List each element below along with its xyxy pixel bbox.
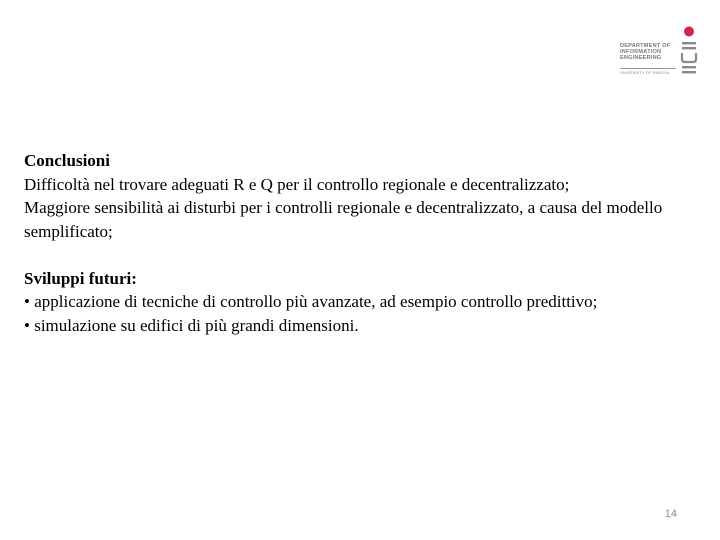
logo-mark-icon — [678, 26, 700, 78]
logo-divider — [620, 68, 676, 69]
logo-wordmark — [620, 44, 676, 61]
future-item: • applicazione di tecniche di controllo più avanzate, ad esempio controllo predittivo; — [24, 292, 598, 311]
logo-bar-4 — [682, 71, 696, 73]
conclusion-item: Difficoltà nel trovare adeguati R e Q per il controllo regionale e decentralizzato; — [24, 174, 570, 194]
logo-u-mark — [682, 53, 696, 62]
department-logo — [614, 26, 700, 78]
future-item: • simulazione su edifici di più grandi dimensioni. — [24, 315, 359, 335]
logo-line-3: ENGINEERING — [620, 54, 662, 61]
future-heading: Sviluppi futuri: — [24, 268, 137, 288]
logo-bar-1 — [682, 42, 696, 44]
logo-bar-2 — [682, 47, 696, 49]
slide-content — [24, 149, 694, 337]
logo-subtitle: UNIVERSITY OF PADOVA — [620, 71, 670, 75]
page-number: 14 — [664, 508, 677, 520]
conclusions-heading: Conclusioni — [24, 151, 110, 170]
logo-line-1: DEPARTMENT OF — [620, 43, 671, 49]
spacer — [24, 243, 694, 267]
logo-dot — [684, 27, 694, 37]
logo-line-2: INFORMATION — [620, 48, 662, 55]
logo-bar-3 — [682, 66, 696, 68]
conclusion-item: Maggiore sensibilità ai disturbi per i controlli regionale e decentralizzato, a causa del modello semplificato; — [24, 198, 663, 241]
